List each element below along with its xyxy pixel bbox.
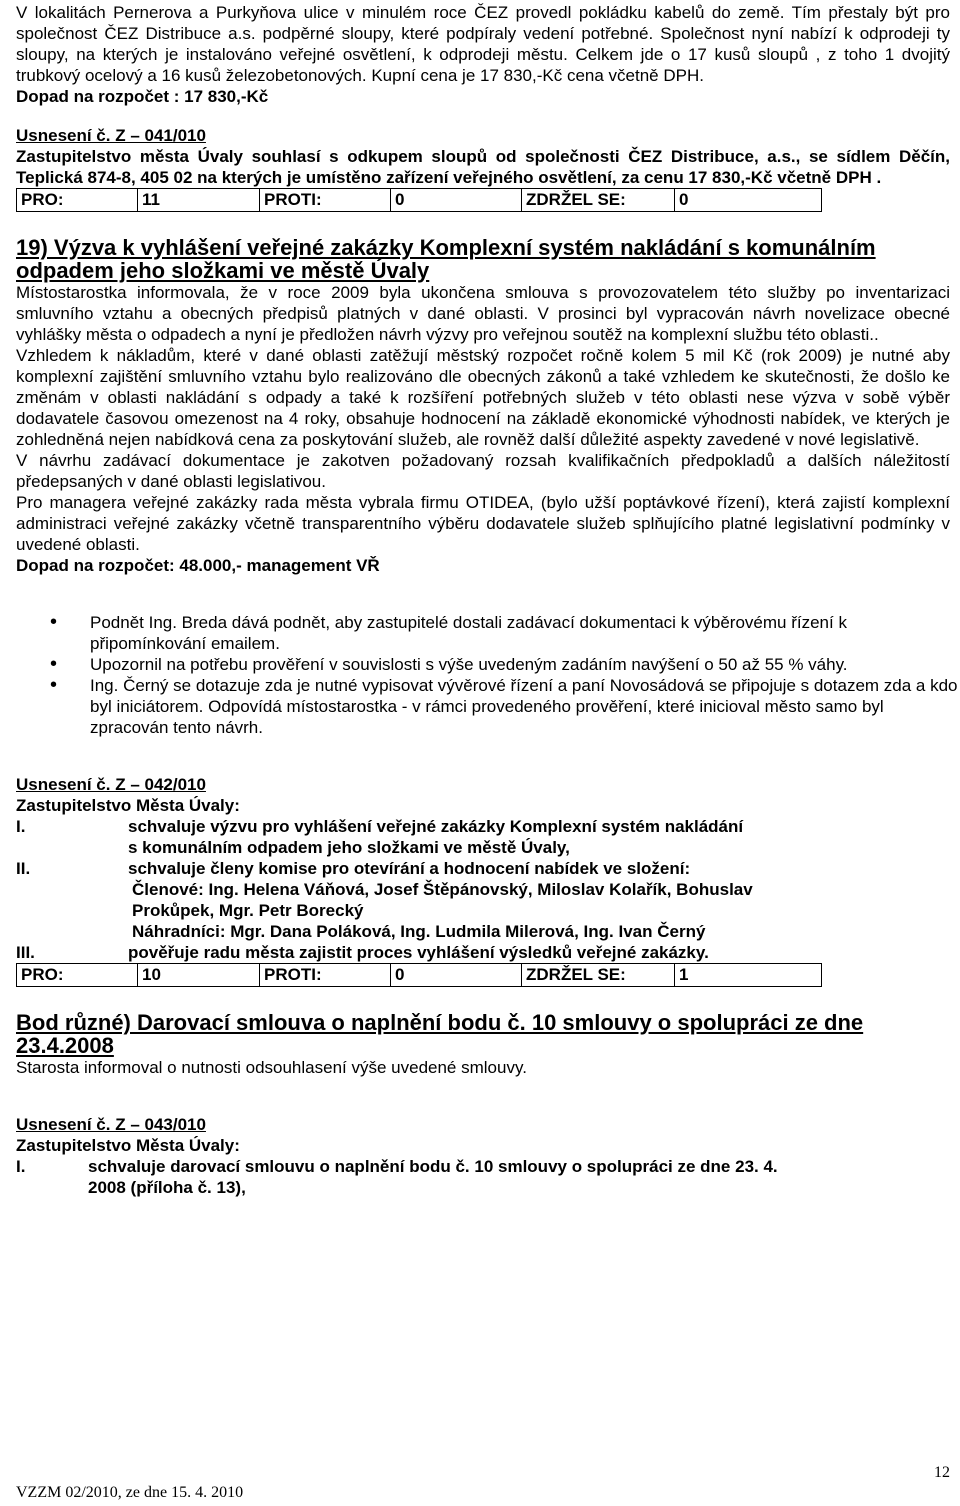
section19-paragraph-3: V návrhu zadávací dokumentace je zakotven požadovaný rozsah kvalifikačních předpokladů a dalších náležitostí předepsaných v dané oblasti legislativou. [16,451,950,491]
resolution-042-item-2 [16,858,950,942]
item-numeral: III. [16,943,35,962]
vote-table-042 [16,963,822,987]
vote-zdrzel-label: ZDRŽEL SE: [522,964,675,987]
page-footer: VZZM 02/2010, ze dne 15. 4. 2010 [16,1484,244,1501]
vote-pro-value: 10 [138,964,260,987]
vote-zdrzel-value: 0 [675,189,822,212]
item-line: Členové: Ing. Helena Váňová, Josef Štěpánovský, Miloslav Kolařík, Bohuslav [132,880,753,899]
item-line: s komunálním odpadem jeho složkami ve městě Úvaly, [128,838,570,857]
vote-pro-label: PRO: [17,964,138,987]
item-line: schvaluje darovací smlouvu o naplnění bodu č. 10 smlouvy o spolupráci ze dne 23. 4. [88,1157,778,1176]
section18-budget: Dopad na rozpočet : 17 830,-Kč [16,87,269,106]
discussion-list [16,612,958,738]
resolution-041-text: Zastupitelstvo města Úvaly souhlasí s odkupem sloupů od společnosti ČEZ Distribuce, a.s., se sídlem Děčín, Teplická 874-8, 405 02 na kterých je umístěno zařízení veřejného osvětlení, za cenu 17 830,-Kč včetně DPH . [16,147,950,187]
resolution-041-number: Usnesení č. Z – 041/010 [16,126,206,145]
misc-heading: Bod různé) Darovací smlouva o naplnění bodu č. 10 smlouvy o spolupráci ze dne 23.4.2008 [16,1010,864,1058]
vote-zdrzel-value: 1 [675,964,822,987]
section18-paragraph: V lokalitách Pernerova a Purkyňova ulice v minulém roce ČEZ provedl pokládku kabelů do země. Tím přestaly být pro společnost ČEZ Distribuce a.s. podpěrné sloupy, které podpíraly vedení potřebné. Společnost nyní nabízí k odprodeji ty sloupy, na kterých je instalováno veřejné osvětlení, k odprodeji městu. Celkem jde o 17 kusů sloupů , z toho 1 dvojitý trubkový ocelový a 16 kusů železobetonových. Kupní cena je 17 830,-Kč cena včetně DPH. [16,3,950,85]
vote-proti-label: PROTI: [260,964,391,987]
resolution-043-council: Zastupitelstvo Města Úvaly: [16,1136,240,1155]
item-line: schvaluje členy komise pro otevírání a hodnocení nabídek ve složení: [128,859,691,878]
resolution-043-number: Usnesení č. Z – 043/010 [16,1115,206,1134]
item-line: schvaluje výzvu pro vyhlášení veřejné zakázky Komplexní systém nakládání [128,817,744,836]
item-line: pověřuje radu města zajistit proces vyhlášení výsledků veřejné zakázky. [128,943,709,962]
item-line: Prokůpek, Mgr. Petr Borecký [132,901,364,920]
resolution-042-item-1 [16,816,950,858]
discussion-item: • Ing. Černý se dotazuje zda je nutné vypisovat vývěrové řízení a paní Novosádová se připojuje s dotazem zda a kdo byl iniciátorem. Odpovídá místostarostka - v rámci provedeného prověření, které inicioval město samo byl zpracován tento návrh. [16,675,960,738]
item-line: 2008 (příloha č. 13), [88,1178,246,1197]
resolution-042-number: Usnesení č. Z – 042/010 [16,775,206,794]
section19-budget: Dopad na rozpočet: 48.000,- management VŘ [16,556,380,575]
item-line: Náhradníci: Mgr. Dana Poláková, Ing. Ludmila Milerová, Ing. Ivan Černý [132,922,706,941]
misc-paragraph: Starosta informoval o nutnosti odsouhlasení výše uvedené smlouvy. [16,1058,527,1077]
vote-proti-value: 0 [391,964,522,987]
section19-paragraph-4: Pro managera veřejné zakázky rada města vybrala firmu OTIDEA, (bylo užší poptávkové řízení), která zajistí komplexní administraci veřejné zakázky včetně transparentního výběru dodavatele služeb splňujícího platné legislativní podmínky v uvedené oblasti. [16,493,950,554]
item-numeral: I. [16,1157,26,1176]
section19-paragraph-2: Vzhledem k nákladům, které v dané oblasti zatěžují městský rozpočet ročně kolem 5 mil Kč (rok 2009) je nutné aby komplexní zajištění smluvního vztahu bylo realizováno dle obecných zákonů a také vzhledem ke skutečnosti, že došlo ke změnám v oblasti nakládání s odpady a také k rozšíření potřebných služeb v této oblasti nese výzva v sobě výběr dodavatele časovou omezenost na 4 roky, obsahuje hodnocení na základě ekonomické výhodnosti nabídek, ve kterých je zohledněná nejen nabídková cena za poskytování služeb, ale rovněž další důležité aspekty zavedené v nové legislativě. [16,346,950,449]
discussion-item: • Podnět Ing. Breda dává podnět, aby zastupitelé dostali zadávací dokumentaci k výběrovému řízení k připomínkování emailem. [16,612,960,654]
vote-zdrzel-label: ZDRŽEL SE: [522,189,675,212]
resolution-042-council: Zastupitelstvo Města Úvaly: [16,796,240,815]
discussion-item: • Upozornil na potřebu prověření v souvislosti s výše uvedeným zadáním navýšení o 50 až 55 % váhy. [16,654,960,675]
vote-pro-value: 11 [138,189,260,212]
section19-paragraph-1: Místostarostka informovala, že v roce 2009 byla ukončena smlouva s provozovatelem této služby po inventarizaci smluvního vztahu a obecných předpisů platných v dané oblasti. V prosinci byl vypracován návrh novelizace obecné vyhlášky města o odpadech a nyní je předložen návrh výzvy pro veřejnou soutěž na komplexní službu této oblasti.. [16,283,950,344]
resolution-043-item-1 [16,1156,950,1198]
vote-proti-value: 0 [391,189,522,212]
vote-pro-label: PRO: [17,189,138,212]
resolution-042-item-3 [16,942,950,963]
page-number: 12 [934,1464,950,1481]
section19-heading: 19) Výzva k vyhlášení veřejné zakázky Komplexní systém nakládání s komunálním odpadem jeho složkami ve městě Úvaly [16,235,876,283]
document-page [16,2,958,1198]
vote-table-041 [16,188,822,212]
item-numeral: I. [16,817,26,836]
vote-proti-label: PROTI: [260,189,391,212]
item-numeral: II. [16,859,31,878]
